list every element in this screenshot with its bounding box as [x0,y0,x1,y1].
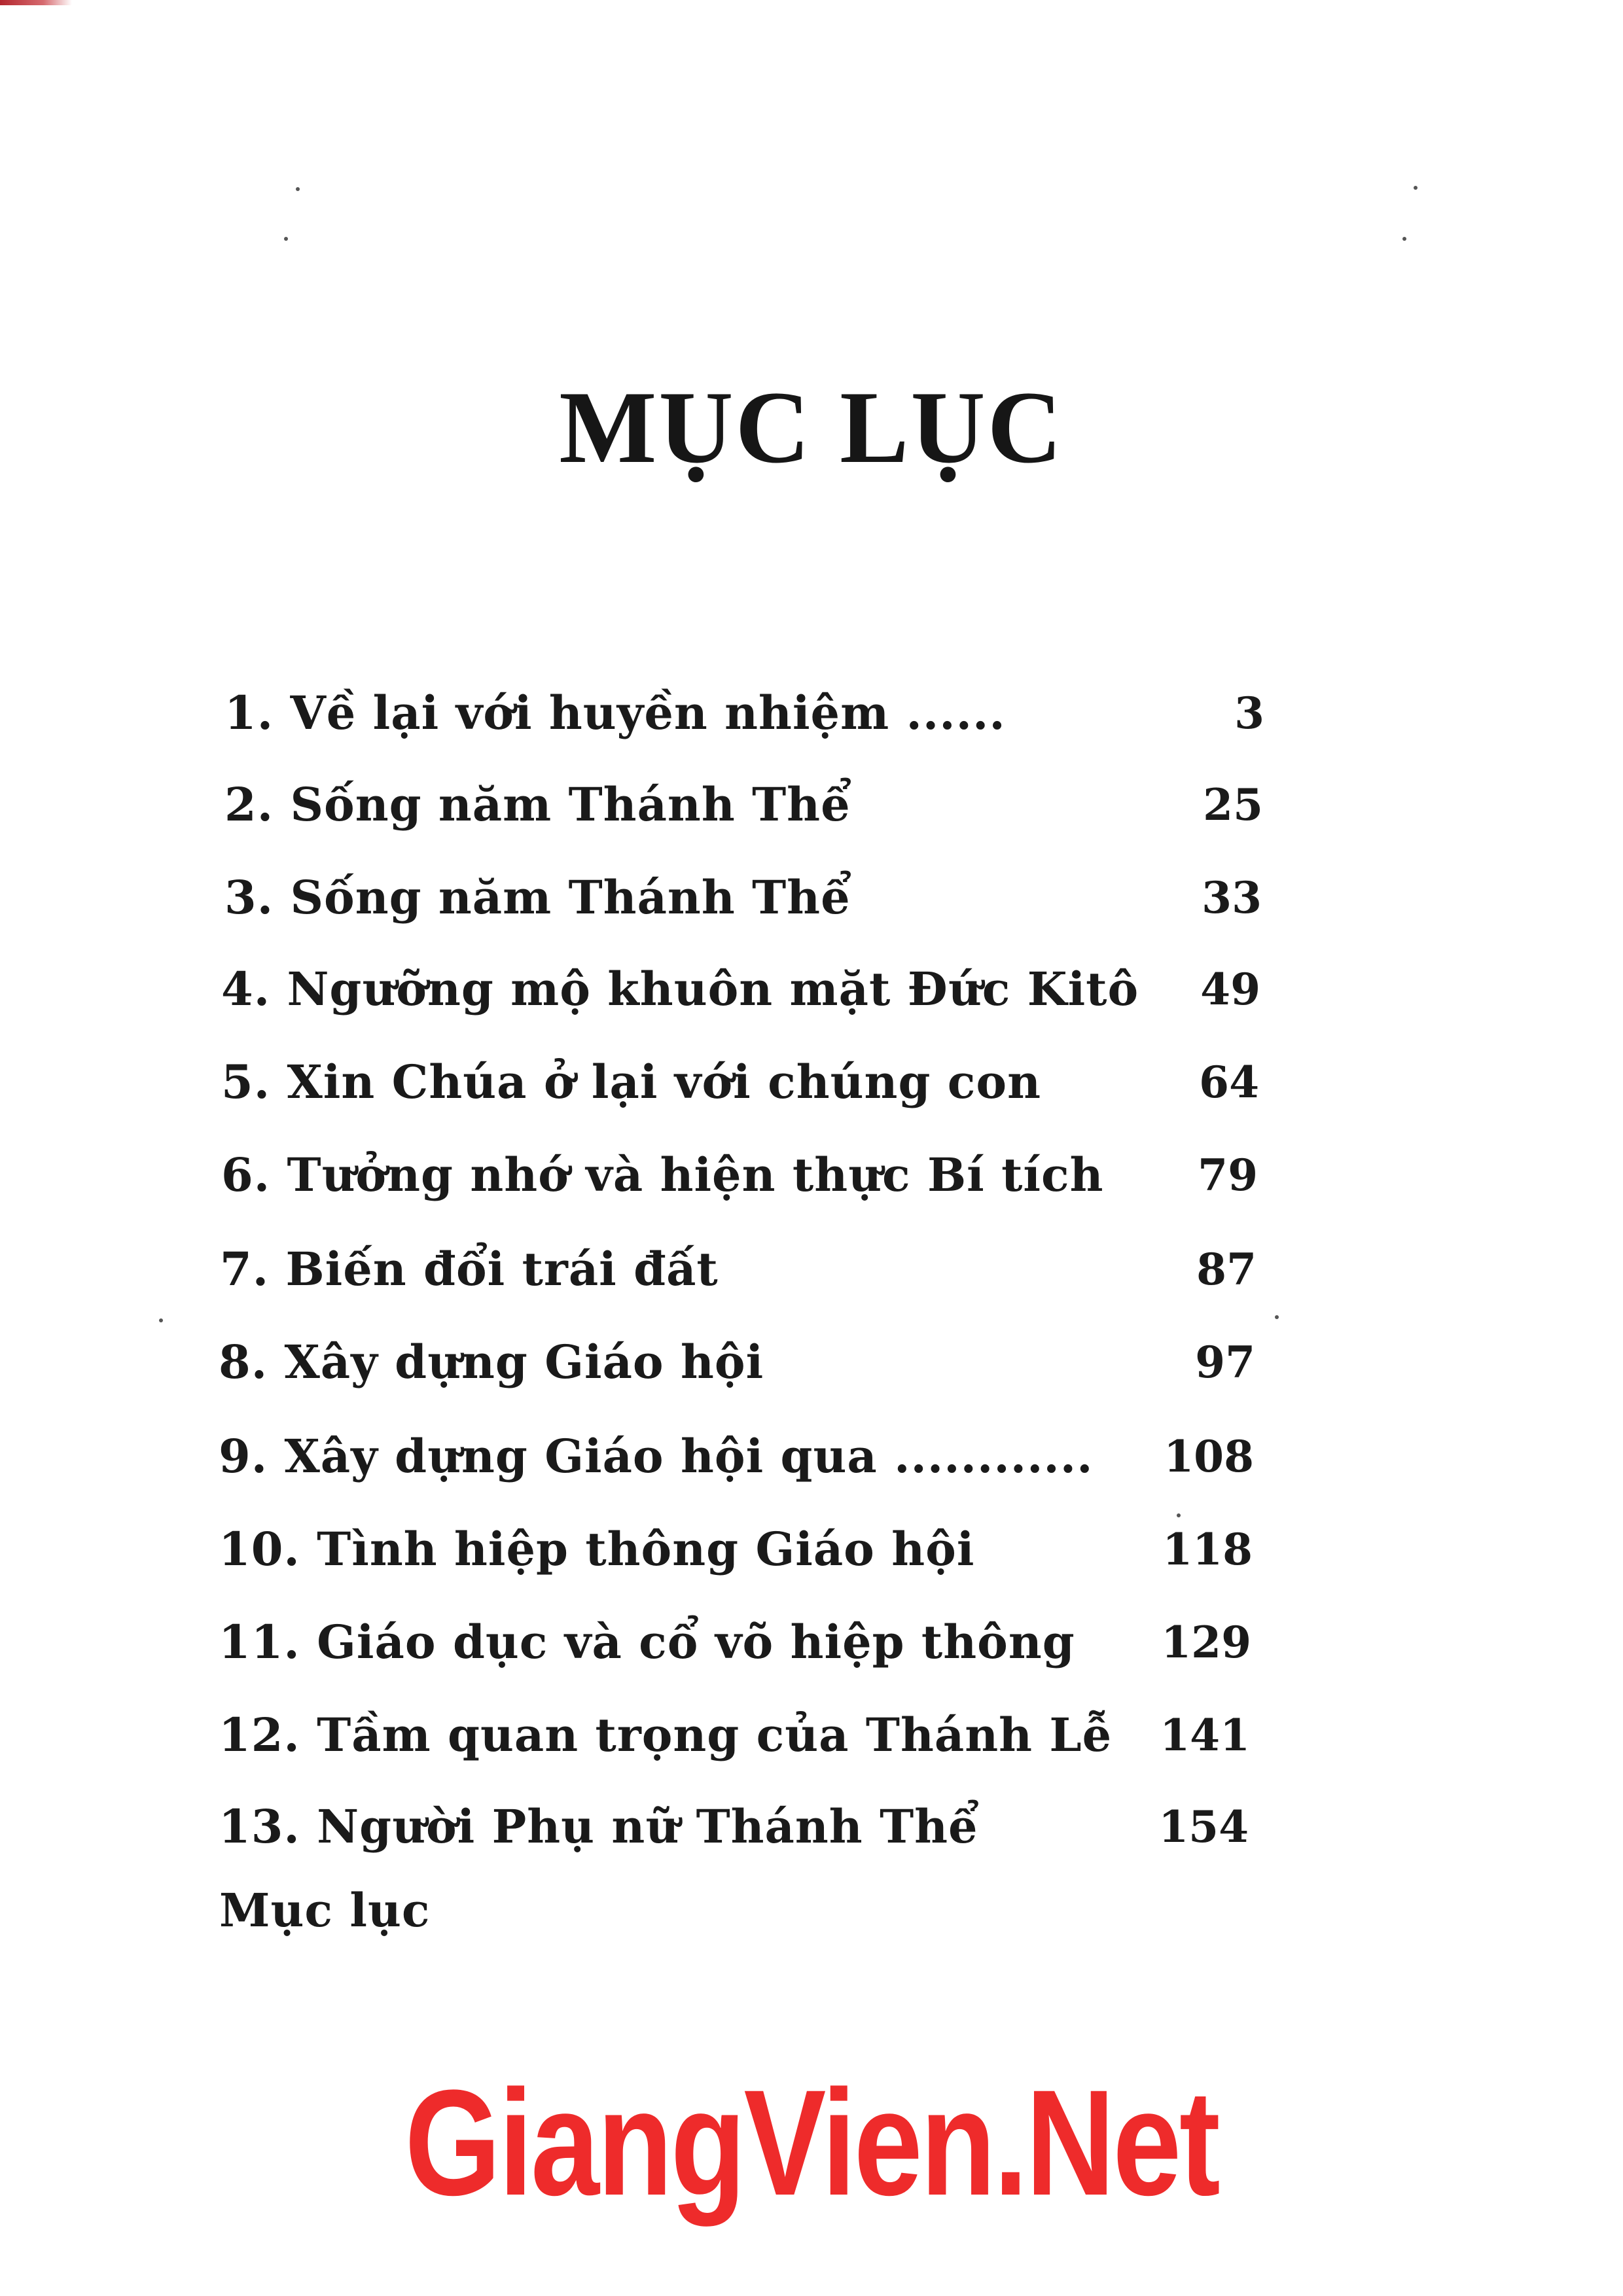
toc-entry-title: 11. Giáo dục và cổ võ hiệp thông [219,1615,1075,1669]
toc-entry-title: 4. Ngưỡng mộ khuôn mặt Đức Kitô [221,962,1139,1016]
toc-entry[interactable] [0,1237,1623,1302]
page-title: MỤC LỤC [559,370,1064,485]
toc-entry-page: 79 [1198,1150,1258,1201]
toc-entry-page: 49 [1200,964,1260,1015]
toc-entry-title: 13. Người Phụ nữ Thánh Thể [219,1799,978,1854]
toc-entry-title: 10. Tình hiệp thông Giáo hội [219,1522,975,1576]
toc-entry[interactable] [0,1050,1623,1115]
toc-entry-page: 25 [1203,779,1263,830]
toc-entry-title: 6. Tưởng nhớ và hiện thực Bí tích [221,1148,1104,1202]
toc-entry-page: 3 [1234,688,1264,739]
toc-entry[interactable] [0,865,1623,930]
toc-entry-title: 5. Xin Chúa ở lại với chúng con [221,1055,1041,1109]
toc-entry[interactable] [0,1330,1623,1395]
toc-entry[interactable] [0,1424,1623,1489]
toc-entry-page: 118 [1162,1524,1253,1575]
toc-entry[interactable] [0,680,1623,746]
toc-entry[interactable] [0,957,1623,1022]
toc-entry[interactable] [0,1703,1623,1768]
toc-entry-title: 12. Tầm quan trọng của Thánh Lễ [219,1708,1113,1762]
toc-entry-title: 2. Sống năm Thánh Thể [224,777,851,832]
toc-footer-label: Mục lục [219,1883,431,1937]
toc-entry[interactable] [0,1794,1623,1860]
toc-entry-page: 87 [1196,1244,1257,1295]
toc-entry-title: 1. Về lại với huyền nhiệm ...... [224,686,1006,740]
toc-entry[interactable] [0,1517,1623,1582]
toc-entry[interactable] [0,772,1623,838]
toc-entry-title: 7. Biến đổi trái đất [220,1242,719,1296]
toc-entry-title: 9. Xây dựng Giáo hội qua ............ [219,1429,1094,1483]
toc-entry[interactable] [0,1142,1623,1208]
toc-entry-page: 154 [1158,1801,1249,1852]
toc-entry-title: 3. Sống năm Thánh Thể [224,870,851,925]
toc-entry-page: 97 [1195,1337,1255,1388]
toc-entry-title: 8. Xây dựng Giáo hội [219,1335,764,1389]
watermark-logo: GiangVien.Net [404,2058,1219,2227]
toc-entry-page: 64 [1199,1057,1259,1108]
toc-entry-page: 129 [1161,1617,1251,1668]
toc-entry-page: 141 [1160,1710,1250,1761]
toc-entry-page: 108 [1164,1431,1254,1482]
toc-entry[interactable] [0,1610,1623,1675]
toc-entry-page: 33 [1202,872,1262,923]
